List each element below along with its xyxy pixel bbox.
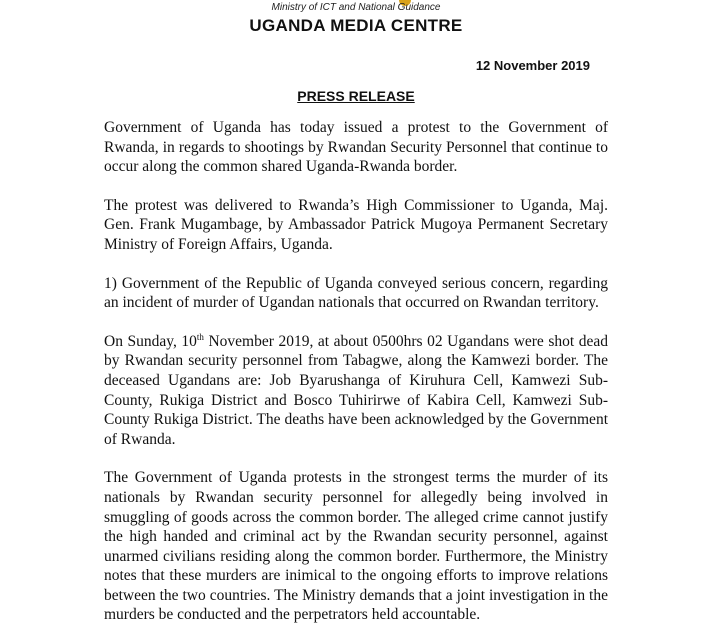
incident-rest: November 2019, at about 0500hrs 02 Ugandans were shot dead by Rwandan security personnel from Tabagwe, along the Kamwezi border. The deceased Ugandans are: Job Byarushanga of Kiruhura Cell, Kamwezi Sub-County, Rukiga District and Bosco Tuhirirwe of Kabira Cell, Kamwezi Sub-County Rukiga District. The deaths have been acknowledged by the Government of Rwanda. [104,332,609,448]
release-date: 12 November 2019 [475,58,590,73]
paragraph-demands: The Government of Uganda protests in the strongest terms the murder of its nationals by Rwandan security personnel for allegedly being involved in smuggling of goods across the common border. The alleged crime cannot justify the high handed and criminal act by the Rwandan security personnel, against unarmed civilians residing along the common border. Furthermore, the Ministry notes that these murders are inimical to the ongoing efforts to improve relations between the two countries. The Ministry demands that a joint investigation in the murders be conducted and the perpetrators held accountable. [104,469,608,624]
press-release-heading: PRESS RELEASE [297,88,415,104]
paragraph-delivery: The protest was delivered to Rwanda’s High Commissioner to Uganda, Maj. Gen. Frank Mugambage, by Ambassador Patrick Mugoya Permanent Secretary Ministry of Foreign Affairs, Uganda. [104,196,608,253]
paragraph-concern: 1) Government of the Republic of Uganda conveyed serious concern, regarding an incident of murder of Ugandan nationals that occurred on Rwandan territory. [104,274,608,312]
ministry-name: Ministry of ICT and National Guidance [271,2,441,13]
paragraph-protest: Government of Uganda has today issued a protest to the Government of Rwanda, in regards to shootings by Rwandan Security Personnel that continue to occur along the common shared Uganda-Rwanda border. [104,119,608,176]
incident-start: On Sunday, 10 [104,332,197,350]
release-body [104,118,608,644]
media-centre-title: UGANDA MEDIA CENTRE [249,16,463,35]
paragraph-incident [104,332,608,450]
ordinal-suffix: th [196,331,204,342]
